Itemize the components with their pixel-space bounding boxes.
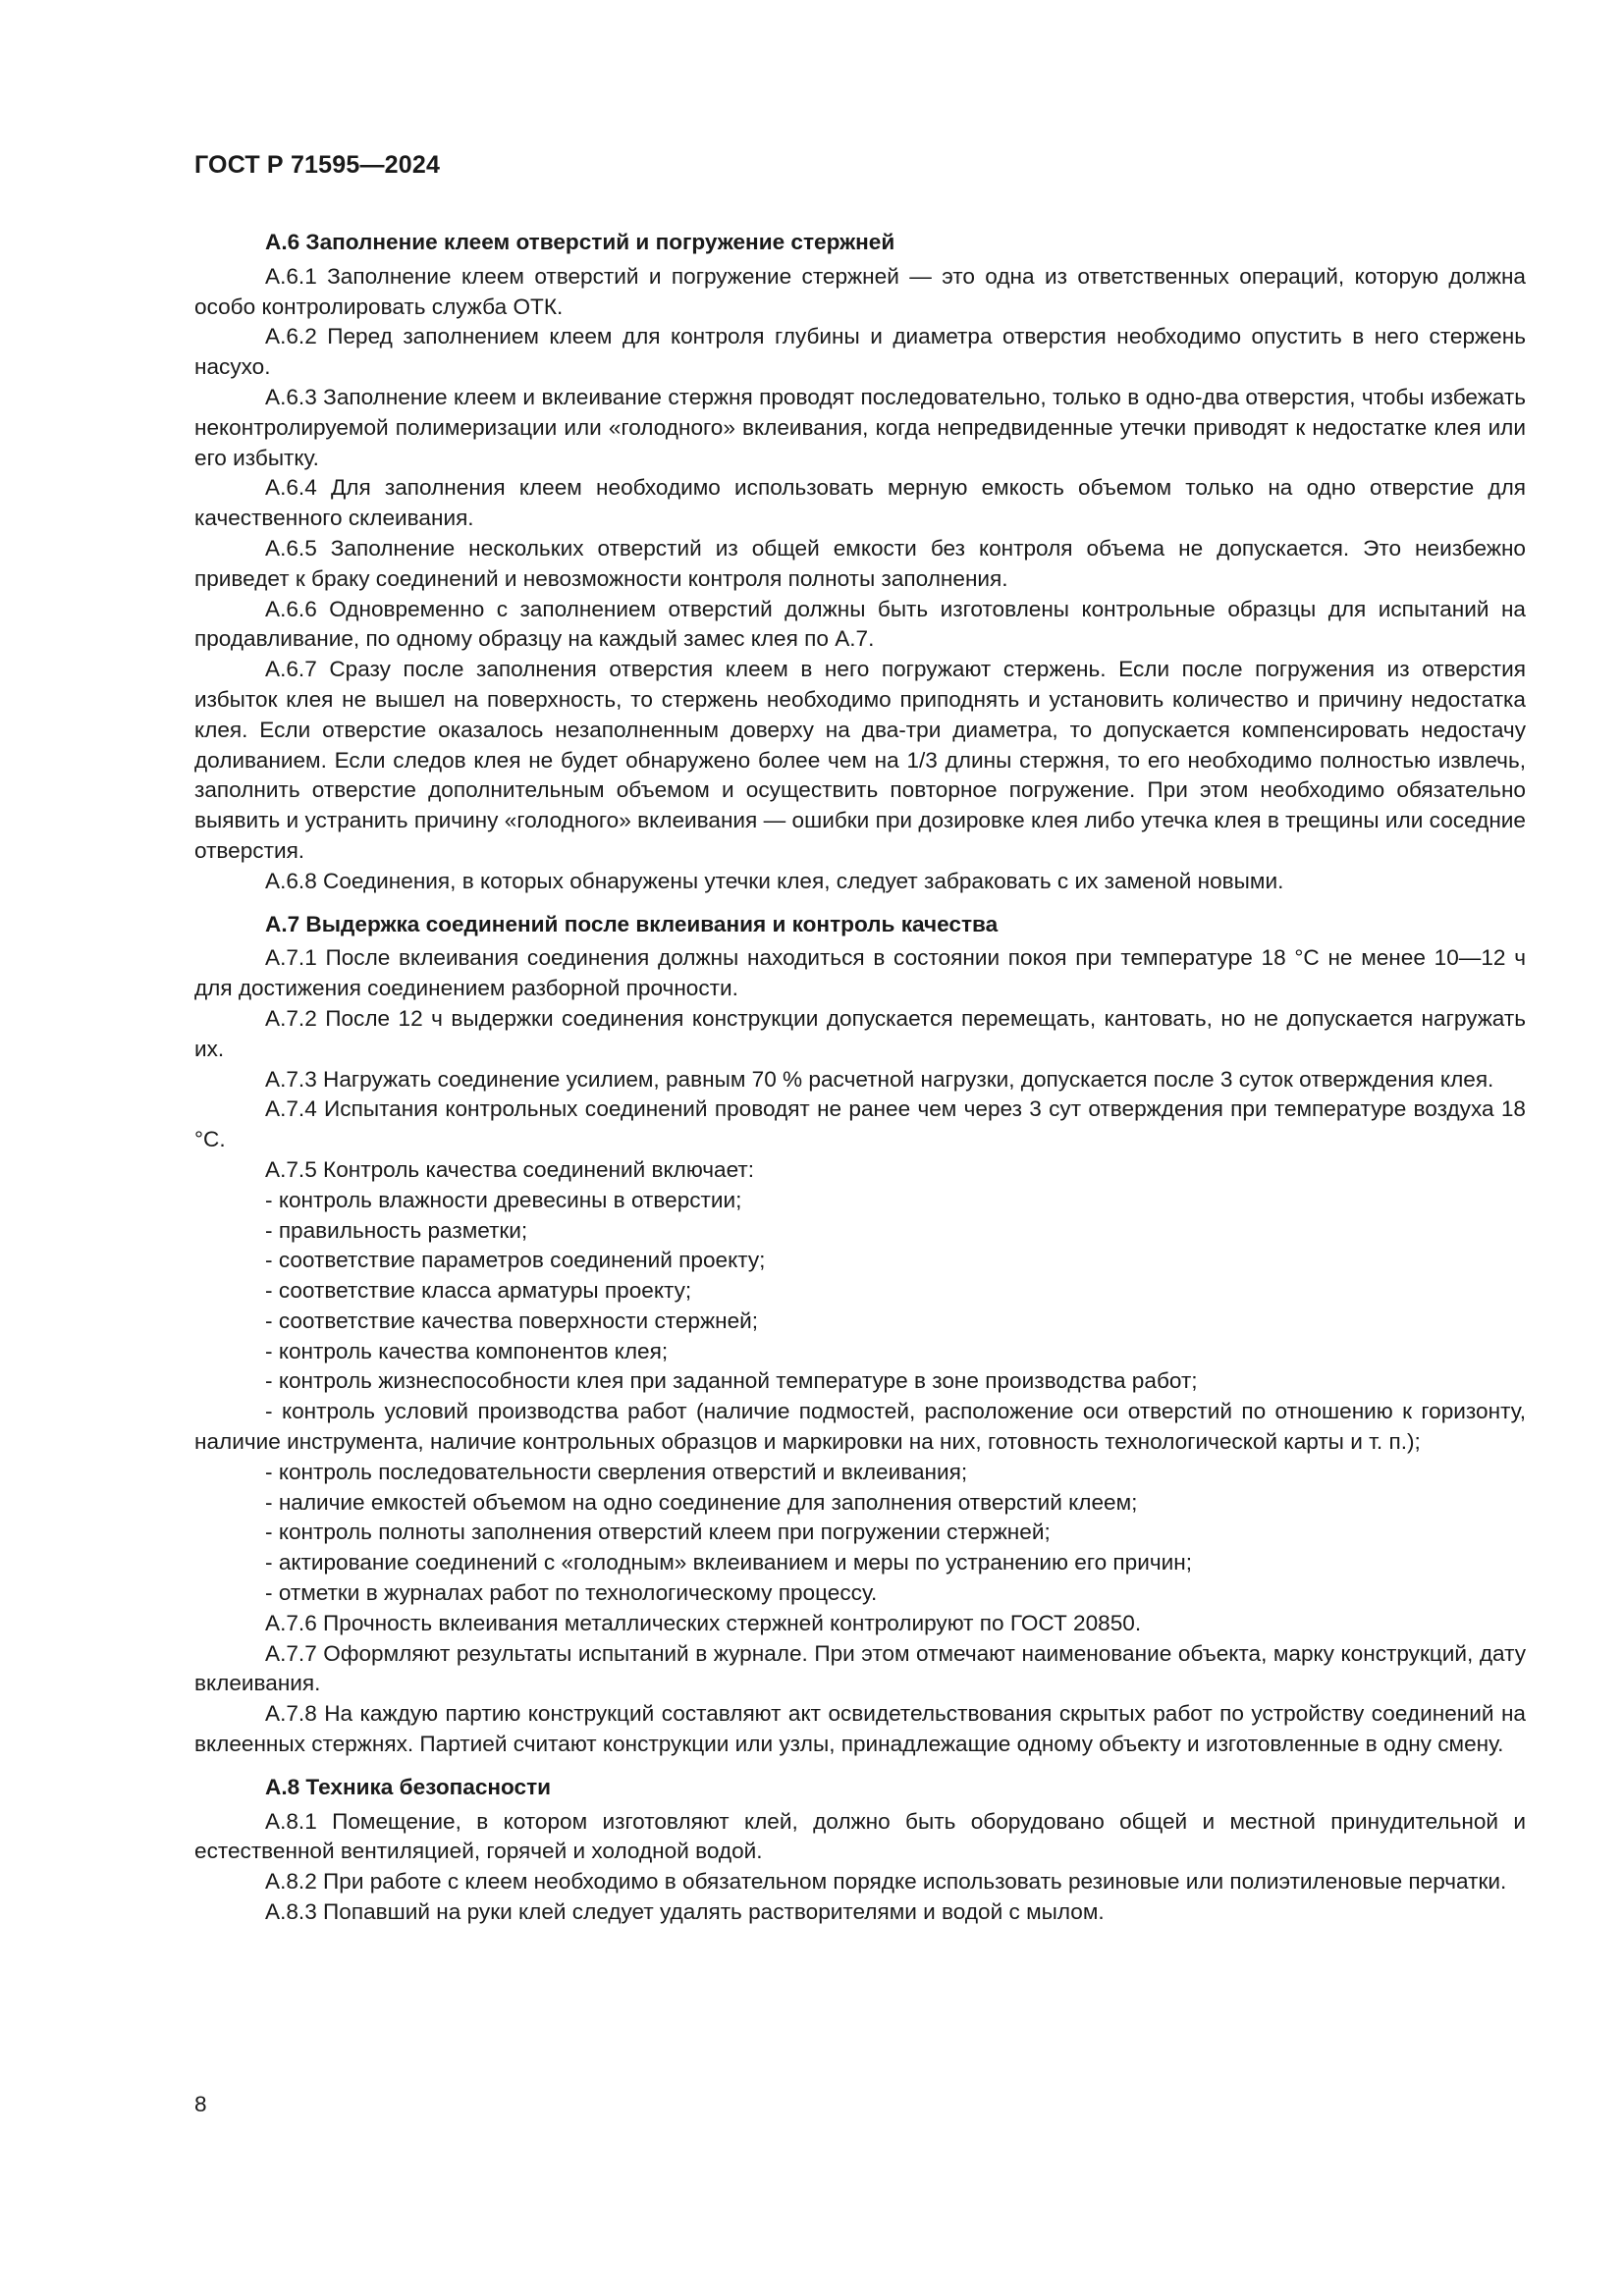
document-code: ГОСТ Р 71595—2024 <box>194 151 441 179</box>
paragraph: А.7.1 После вклеивания соединения должны находиться в состоянии покоя при температуре 18 °С не менее 10—12 ч для достижения соединением разборной прочности. <box>194 945 1526 1001</box>
paragraph: А.8.3 Попавший на руки клей следует удалять растворителями и водой с мылом. <box>265 1899 1105 1925</box>
paragraph: А.6.8 Соединения, в которых обнаружены утечки клея, следует забраковать с их заменой новыми. <box>265 868 1284 893</box>
paragraph: А.7.7 Оформляют результаты испытаний в журнале. При этом отмечают наименование объекта, марку конструкций, дату вклеивания. <box>194 1640 1526 1696</box>
quality-control-list <box>194 1186 1526 1609</box>
paragraph: А.6.7 Сразу после заполнения отверстия клеем в него погружают стержень. Если после погружения из отверстия избыток клея не вышел на поверхность, то стержень необходимо приподнять и установить количество и причину недостатка клея. Если отверстие оказалось незаполненным доверху на два-три диаметра, то допускается компенсировать недостачу доливанием. Если следов клея не будет обнаружено более чем на 1/3 длины стержня, то его необходимо полностью извлечь, заполнить отверстие дополнительным объемом и осуществить повторное погружение. При этом необходимо обязательно выявить и устранить причину «голодного» вклеивания — ошибки при дозировке клея либо утечка клея в трещины или соседние отверстия. <box>194 657 1526 863</box>
paragraph: А.6.2 Перед заполнением клеем для контроля глубины и диаметра отверстия необходимо опустить в него стержень насухо. <box>194 324 1526 380</box>
paragraph: А.7.5 Контроль качества соединений включает: <box>265 1156 755 1182</box>
section-a7 <box>194 908 1526 1760</box>
list-item: - наличие емкостей объемом на одно соединение для заполнения отверстий клеем; <box>194 1488 1526 1519</box>
paragraph: А.6.6 Одновременно с заполнением отверстий должны быть изготовлены контрольные образцы для испытаний на продавливание, по одному образцу на каждый замес клея по А.7. <box>194 596 1526 652</box>
document-body <box>194 226 1526 1928</box>
list-item: - контроль полноты заполнения отверстий клеем при погружении стержней; <box>194 1518 1526 1548</box>
paragraph: А.7.4 Испытания контрольных соединений проводят не ранее чем через 3 сут отверждения при температуре воздуха 18 °С. <box>194 1096 1526 1152</box>
paragraph: А.6.3 Заполнение клеем и вклеивание стержня проводят последовательно, только в одно-два отверстия, чтобы избежать неконтролируемой полимеризации или «голодного» вклеивания, когда непредвиденные утечки приводят к недостатке клея или его избытку. <box>194 384 1526 470</box>
page-number: 8 <box>194 2092 207 2116</box>
list-item: - контроль жизнеспособности клея при заданной температуре в зоне производства работ; <box>194 1366 1526 1397</box>
section-heading: А.6 Заполнение клеем отверстий и погружение стержней <box>265 230 895 254</box>
paragraph: А.6.1 Заполнение клеем отверстий и погружение стержней — это одна из ответственных операций, которую должна особо контролировать служба ОТК. <box>194 263 1526 319</box>
paragraph: А.7.8 На каждую партию конструкций составляют акт освидетельствования скрытых работ по устройству соединений на вклеенных стержнях. Партией считают конструкции или узлы, принадлежащие одному объекту и изготовленные в одну смену. <box>194 1701 1526 1757</box>
list-item: - контроль качества компонентов клея; <box>194 1337 1526 1367</box>
section-heading: А.8 Техника безопасности <box>265 1774 552 1799</box>
section-heading: А.7 Выдержка соединений после вклеивания и контроль качества <box>265 911 999 936</box>
list-item: - контроль последовательности сверления отверстий и вклеивания; <box>194 1458 1526 1488</box>
list-item: - соответствие класса арматуры проекту; <box>194 1276 1526 1307</box>
paragraph: А.7.2 После 12 ч выдержки соединения конструкции допускается перемещать, кантовать, но не допускается нагружать их. <box>194 1005 1526 1061</box>
list-item: - правильность разметки; <box>194 1216 1526 1247</box>
paragraph: А.7.3 Нагружать соединение усилием, равным 70 % расчетной нагрузки, допускается после 3 суток отверждения клея. <box>265 1066 1494 1092</box>
section-a8 <box>194 1771 1526 1928</box>
list-item: - актирование соединений с «голодным» вклеиванием и меры по устранению его причин; <box>194 1548 1526 1578</box>
paragraph: А.8.2 При работе с клеем необходимо в обязательном порядке использовать резиновые или полиэтиленовые перчатки. <box>265 1869 1507 1895</box>
list-item: - соответствие качества поверхности стержней; <box>194 1307 1526 1337</box>
list-item: - контроль условий производства работ (наличие подмостей, расположение оси отверстий по отношению к горизонту, наличие инструмента, наличие контрольных образцов и маркировки на них, готовность технологической карты и т. п.); <box>194 1397 1526 1458</box>
list-item: - контроль влажности древесины в отверстии; <box>194 1186 1526 1216</box>
paragraph: А.6.5 Заполнение нескольких отверстий из общей емкости без контроля объема не допускается. Это неизбежно приведет к браку соединений и невозможности контроля полноты заполнения. <box>194 535 1526 591</box>
document-page <box>194 0 1526 2296</box>
paragraph: А.7.6 Прочность вклеивания металлических стержней контролируют по ГОСТ 20850. <box>265 1610 1142 1635</box>
paragraph: А.8.1 Помещение, в котором изготовляют клей, должно быть оборудовано общей и местной принудительной и естественной вентиляцией, горячей и холодной водой. <box>194 1808 1526 1864</box>
section-a6 <box>194 226 1526 897</box>
paragraph: А.6.4 Для заполнения клеем необходимо использовать мерную емкость объемом только на одно отверстие для качественного склеивания. <box>194 475 1526 531</box>
list-item: - соответствие параметров соединений проекту; <box>194 1246 1526 1276</box>
list-item: - отметки в журналах работ по технологическому процессу. <box>194 1578 1526 1609</box>
